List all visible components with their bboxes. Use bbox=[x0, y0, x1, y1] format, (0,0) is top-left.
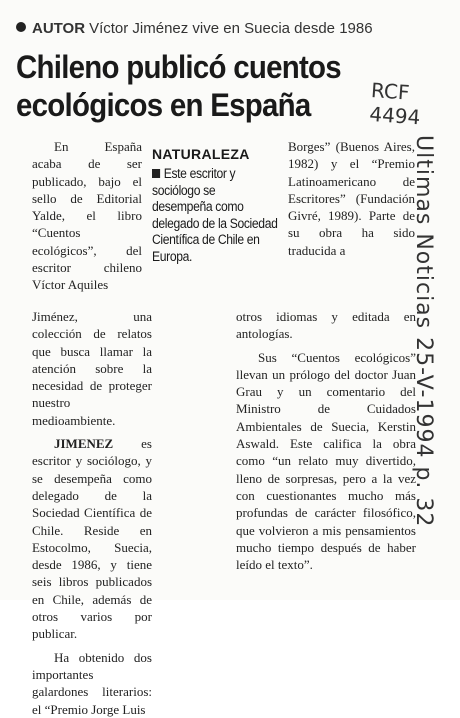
summary-sentence: Este escritor y sociólogo se desempeña como delegado de la Sociedad Científica de Chile en Europa. bbox=[152, 166, 278, 264]
article-column-1-top bbox=[32, 138, 142, 294]
author-byline bbox=[16, 20, 373, 37]
handwritten-catalog-code: RCF 4494 bbox=[368, 78, 422, 130]
article-paragraph: Borges” (Buenos Aires, 1982) y el “Premio Latinoamericano de Escritores” (Fundación Givré, 1989). Parte de su obra ha sido traducida a bbox=[288, 139, 415, 258]
article-paragraph: Sus “Cuentos ecológicos” llevan un prólogo del doctor Juan Grau y un comentario del Ministro de Cuidados Ambientales de Suecia, Kerstin Aswald. Este califica la obra como “un relato muy divertido, lleno de sorpresas, pero a la vez con cuestionantes mucho más profundas de carácter filosófico, que volvieron a mis pensamientos mucho tiempo después de haber leído el texto”. bbox=[236, 349, 416, 573]
byline-text: Víctor Jiménez vive en Suecia desde 1986 bbox=[89, 20, 373, 37]
paragraph-text: es escritor y sociólogo, y se desempeña como delegado de la Sociedad Científica de Chile. Reside en Estocolmo, Suecia, desde 1986, y tiene seis libros publicados en Chile, además de otros varios por publicar. bbox=[32, 436, 152, 642]
summary-text bbox=[152, 166, 278, 265]
article-column-2-bottom bbox=[236, 308, 416, 573]
article-paragraph bbox=[32, 435, 152, 643]
article-paragraph: otros idiomas y editada en antologías. bbox=[236, 309, 416, 342]
section-kicker: NATURALEZA bbox=[152, 146, 250, 162]
run-in-name: JIMENEZ bbox=[54, 436, 114, 452]
byline-tag: AUTOR bbox=[32, 20, 86, 37]
article-paragraph: Ha obtenido dos importantes galardones literarios: el “Premio Jorge Luis bbox=[32, 649, 152, 717]
summary-box bbox=[152, 146, 278, 265]
article-paragraph: En España acaba de ser publicado, bajo el sello de Editorial Yalde, el libro “Cuentos ecológicos”, del escritor chileno Víctor Aquiles bbox=[32, 139, 142, 293]
article-paragraph: Jiménez, una colección de relatos que busca llamar la atención sobre la necesidad de proteger nuestro medioambiente. bbox=[32, 309, 152, 428]
headline: Chileno publicó cuentos ecológicos en España bbox=[16, 49, 341, 123]
article-column-1-bottom bbox=[32, 308, 152, 718]
bullet-icon bbox=[16, 22, 26, 32]
square-bullet-icon bbox=[152, 169, 160, 178]
handwritten-source-note: Ultimas Noticias 25-V-1994 p. 32 bbox=[411, 135, 436, 528]
article-column-3-top bbox=[288, 138, 415, 259]
